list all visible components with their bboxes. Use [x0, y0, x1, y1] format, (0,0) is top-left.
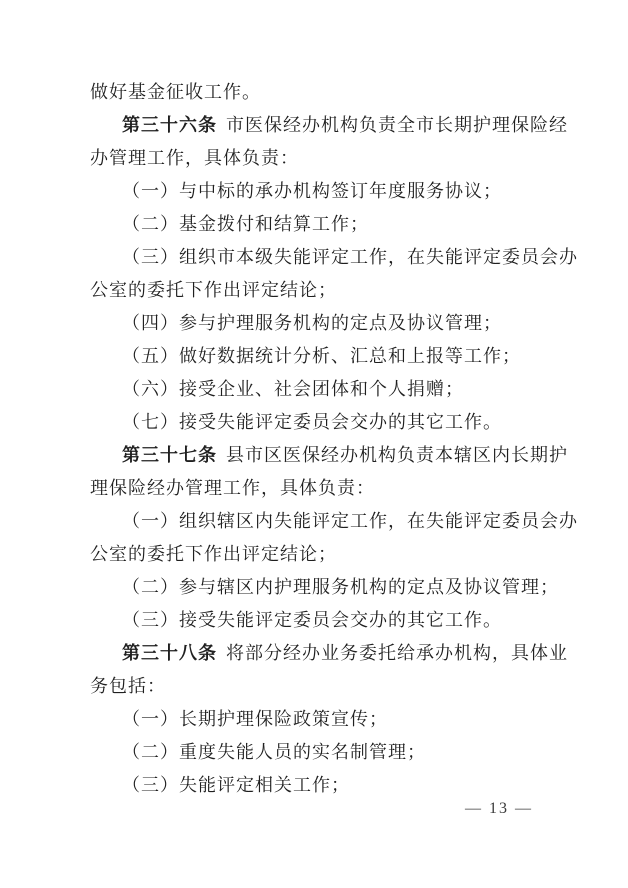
article-36-heading-line — [90, 109, 568, 142]
line-text: （一）长期护理保险政策宣传； — [122, 709, 388, 729]
line-text: 办管理工作，具体负责： — [90, 148, 299, 168]
line-text: （一）组织辖区内失能评定工作，在失能评定委员会办 — [122, 511, 578, 531]
line-text: 务包括： — [90, 676, 166, 696]
list-item — [90, 208, 535, 241]
article-number: 第三十八条 — [122, 643, 217, 663]
article-38-heading-line — [90, 637, 568, 670]
text-line — [90, 274, 535, 307]
text-line — [90, 76, 535, 109]
article-number: 第三十六条 — [122, 115, 217, 135]
list-item — [90, 241, 578, 274]
line-text: （四）参与护理服务机构的定点及协议管理； — [122, 313, 502, 333]
list-item — [90, 340, 535, 373]
text-line — [90, 538, 535, 571]
line-text: 市医保经办机构负责全市长期护理保险经 — [226, 115, 568, 135]
text-line — [90, 472, 535, 505]
article-37-heading-line — [90, 439, 568, 472]
line-text: 公室的委托下作出评定结论； — [90, 280, 337, 300]
list-item — [90, 604, 535, 637]
text-line — [90, 670, 535, 703]
list-item — [90, 703, 535, 736]
line-text: （一）与中标的承办机构签订年度服务协议； — [122, 181, 502, 201]
list-item — [90, 736, 535, 769]
line-text: （二）重度失能人员的实名制管理； — [122, 742, 426, 762]
list-item — [90, 571, 559, 604]
list-item — [90, 505, 578, 538]
line-text: （二）基金拨付和结算工作； — [122, 214, 369, 234]
line-text: （三）失能评定相关工作； — [122, 775, 350, 795]
line-text: 将部分经办业务委托给承办机构，具体业 — [226, 643, 568, 663]
line-text: 做好基金征收工作。 — [90, 82, 261, 102]
list-item — [90, 307, 535, 340]
page-number: — 13 — — [465, 800, 533, 817]
text-line — [90, 142, 535, 175]
line-text: （三）接受失能评定委员会交办的其它工作。 — [122, 610, 502, 630]
line-text: （三）组织市本级失能评定工作，在失能评定委员会办 — [122, 247, 578, 267]
line-text: （二）参与辖区内护理服务机构的定点及协议管理； — [122, 577, 559, 597]
document-body — [90, 76, 578, 802]
line-text: 公室的委托下作出评定结论； — [90, 544, 337, 564]
line-text: 县市区医保经办机构负责本辖区内长期护 — [226, 445, 568, 465]
article-number: 第三十七条 — [122, 445, 217, 465]
list-item — [90, 175, 535, 208]
line-text: （五）做好数据统计分析、汇总和上报等工作； — [122, 346, 521, 366]
list-item — [90, 373, 535, 406]
line-text: 理保险经办管理工作，具体负责： — [90, 478, 375, 498]
line-text: （七）接受失能评定委员会交办的其它工作。 — [122, 412, 502, 432]
list-item — [90, 406, 535, 439]
line-text: （六）接受企业、社会团体和个人捐赠； — [122, 379, 464, 399]
